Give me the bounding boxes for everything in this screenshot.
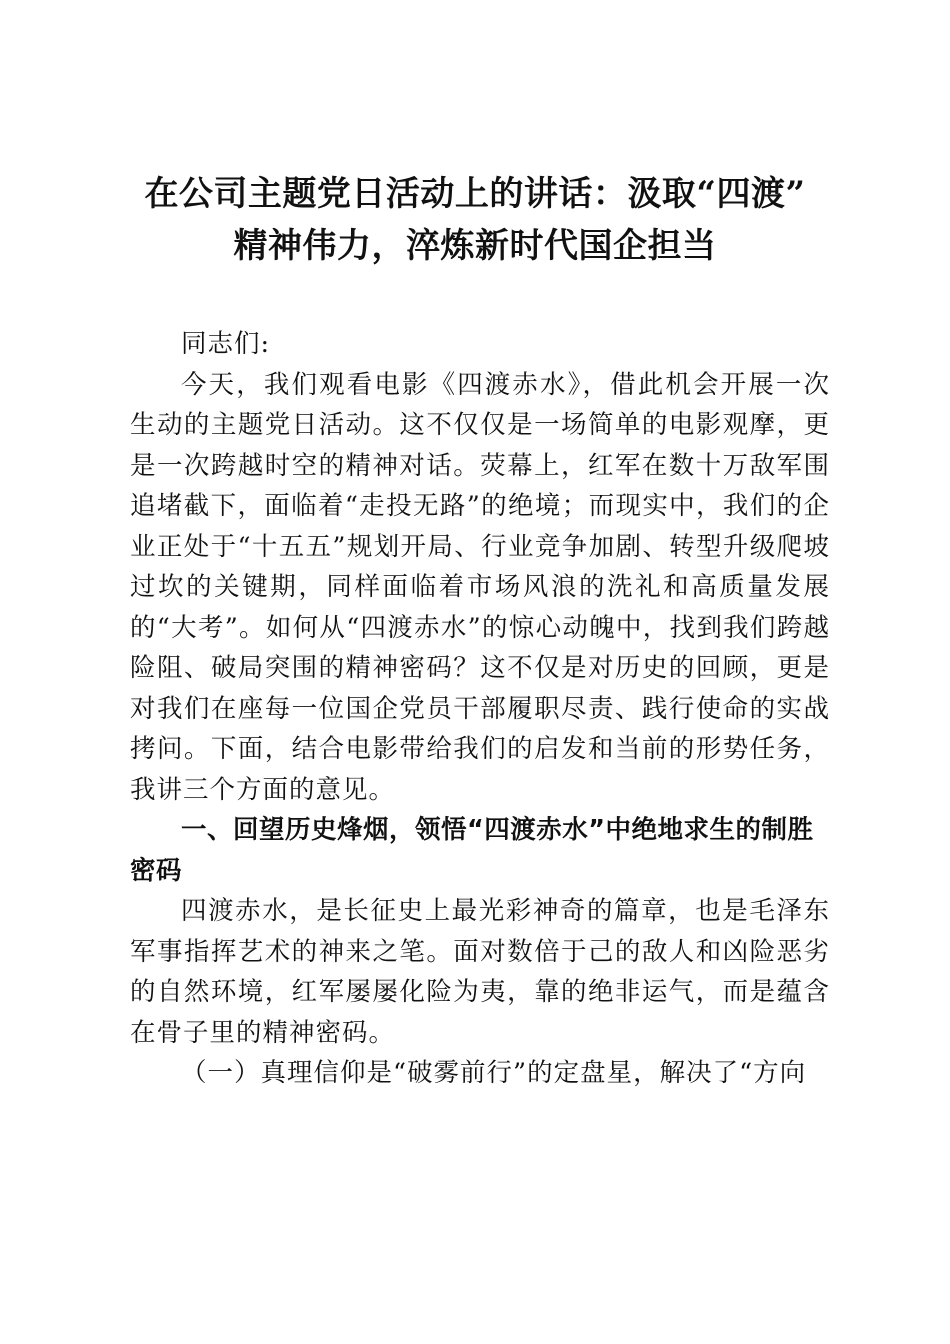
paragraph-section-1: 四渡赤水，是长征史上最光彩神奇的篇章，也是毛泽东军事指挥艺术的神来之笔。面对数倍于己的敌人和凶险恶劣的自然环境，红军屡屡化险为夷，靠的绝非运气，而是蕴含在骨子里的精神密码。 (130, 896, 830, 1048)
salutation: 同志们: (181, 329, 271, 359)
section-heading-1: 一、回望历史烽烟，领悟“四渡赤水”中绝地求生的制胜密码 (130, 815, 814, 886)
document-body (130, 324, 830, 1094)
title-line-2: 精神伟力，淬炼新时代国企担当 (233, 226, 717, 266)
paragraph-subsection-1: （一）真理信仰是“破雾前行”的定盘星，解决了“方向 (181, 1058, 807, 1088)
paragraph-intro: 今天，我们观看电影《四渡赤水》，借此机会开展一次生动的主题党日活动。这不仅仅是一场简单的电影观摩，更是一次跨越时空的精神对话。荧幕上，红军在数十万敌军围追堵截下，面临着“走投无路”的绝境；而现实中，我们的企业正处于“十五五”规划开局、行业竞争加剧、转型升级爬坡过坎的关键期，同样面临着市场风浪的洗礼和高质量发展的“大考”。如何从“四渡赤水”的惊心动魄中，找到我们跨越险阻、破局突围的精神密码？这不仅是对历史的回顾，更是对我们在座每一位国企党员干部履职尽责、践行使命的实战拷问。下面，结合电影带给我们的启发和当前的形势任务，我讲三个方面的意见。 (130, 369, 830, 805)
title-line-1: 在公司主题党日活动上的讲话：汲取“四渡” (144, 174, 806, 214)
document-title (100, 168, 850, 272)
